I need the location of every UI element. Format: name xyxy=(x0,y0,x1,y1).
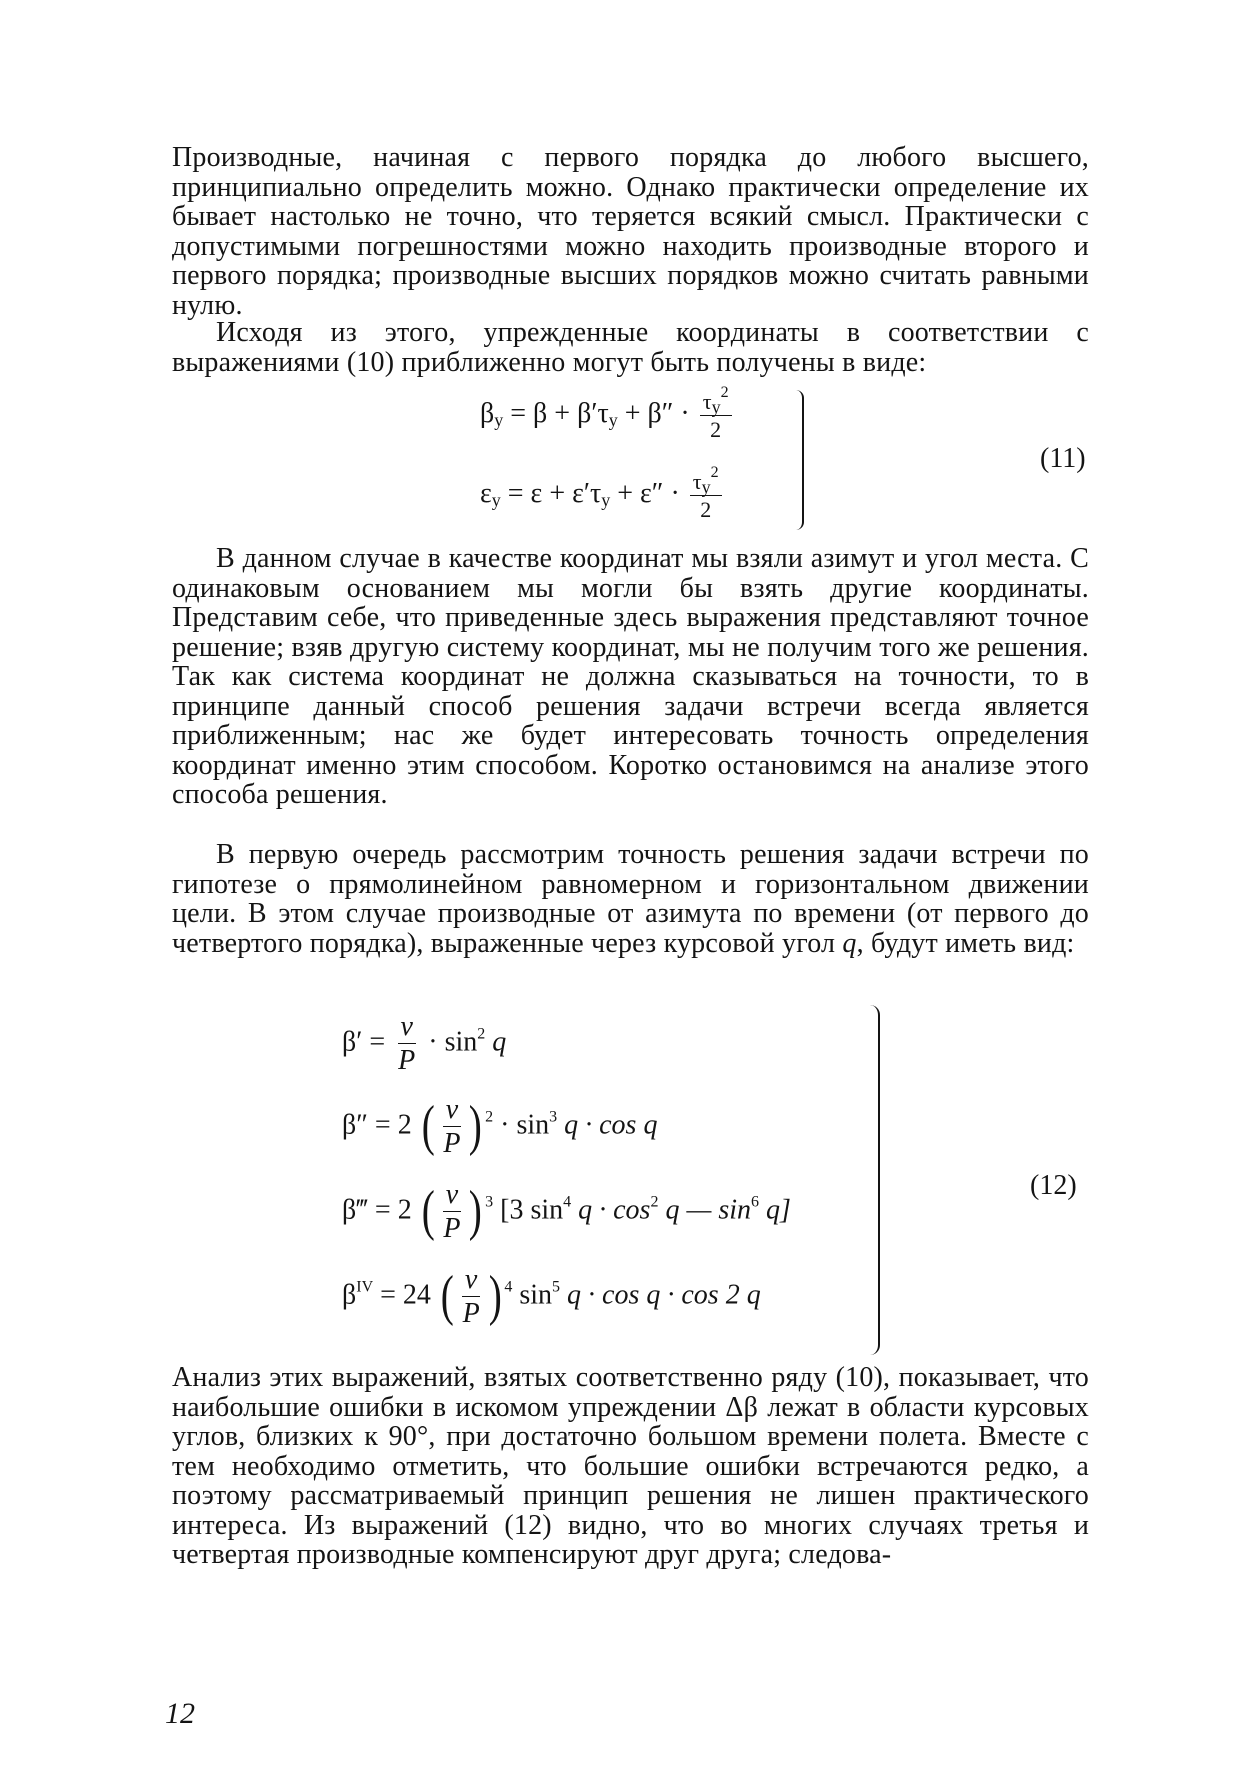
equation-12-line-1: β′ = $\frac{v}{P}$ · $\sin^2 q$ xyxy=(342,1011,507,1077)
equation-12-line-3: β‴ = 2 ( $\frac{v}{P}$ ) $^3$ [3 $\sin^4 q \cdot \cos^2 q$ — $\sin^6 q$] xyxy=(342,1179,791,1245)
equation-11-brace xyxy=(796,390,804,530)
fraction: $\frac{\tau_у^2}{2}$ xyxy=(700,390,732,441)
fraction: $\frac{v}{P}$ xyxy=(443,1179,461,1245)
equation-12-line-2: β″ = 2 ( $\frac{v}{P}$ ) $^2 \cdot \sin^3 q \cdot \cos q$ xyxy=(342,1094,658,1160)
paragraph-2: Исходя из этого, упрежденные координаты в соответствии с выражениями (10) приближенно могут быть получены в виде: xyxy=(172,317,1089,378)
page-number: 12 xyxy=(165,1697,195,1730)
equation-12-brace xyxy=(870,1005,880,1355)
equation-11-number: (11) xyxy=(1040,443,1086,474)
equation-11-line-2: $\varepsilon_у = \varepsilon + \varepsilon'\tau_у + \varepsilon''$ · $\frac{\tau_у^2}{2}$ xyxy=(480,470,725,521)
equation-11-line-1: $\beta_у = \beta + \beta'\tau_у + \beta''$ · $\frac{\tau_у^2}{2}$ xyxy=(480,390,735,441)
paragraph-3: В данном случае в качестве координат мы взяли азимут и угол места. С одинаковым основанием мы могли бы взять другие координаты. Представим себе, что приведенные здесь выражения представляют точное решение; взяв другую систему координат, мы не получим того же решения. Так как система координат не должна сказываться на точности, то в принципе данный способ решения задачи встречи всегда является приближенным; нас же будет интересовать точность определения координат именно этим способом. Коротко остановимся на анализе этого способа решения. xyxy=(172,543,1089,810)
fraction: $\frac{v}{P}$ xyxy=(398,1011,416,1077)
paragraph-1: Производные, начиная с первого порядка до любого высшего, принципиально определить можно. Однако практически определение их бывает настолько не точно, что теряется всякий смысл. Практически с допустимыми погрешностями можно находить производные второго и первого порядка; производные высших порядков можно считать равными нулю. xyxy=(172,142,1089,321)
fraction: $\frac{v}{P}$ xyxy=(443,1094,461,1160)
paragraph-5: Анализ этих выражений, взятых соответственно ряду (10), показывает, что наибольшие ошибки в искомом упреждении Δβ лежат в области курсовых углов, близких к 90°, при достаточно большом времени полета. Вместе с тем необходимо отметить, что большие ошибки встречаются редко, а поэтому рассматриваемый принцип решения не лишен практического интереса. Из выражений (12) видно, что во многих случаях третья и четвертая производные компенсируют друг друга; следова- xyxy=(172,1362,1089,1570)
equation-12-line-4: $\beta^{IV} = 24$ ( $\frac{v}{P}$ ) $^4$ $\sin^5 q \cdot \cos q \cdot \cos 2$ q xyxy=(342,1264,761,1330)
fraction: $\frac{\tau_у^2}{2}$ xyxy=(690,470,722,521)
paragraph-4: В первую очередь рассмотрим точность решения задачи встречи по гипотезе о прямолинейном равномерном и горизонтальном движении цели. В этом случае производные от азимута по времени (от первого до четвертого порядка), выраженные через курсовой угол q, будут иметь вид: xyxy=(172,839,1089,959)
fraction: $\frac{v}{P}$ xyxy=(462,1264,480,1330)
equation-12-number: (12) xyxy=(1030,1170,1077,1201)
